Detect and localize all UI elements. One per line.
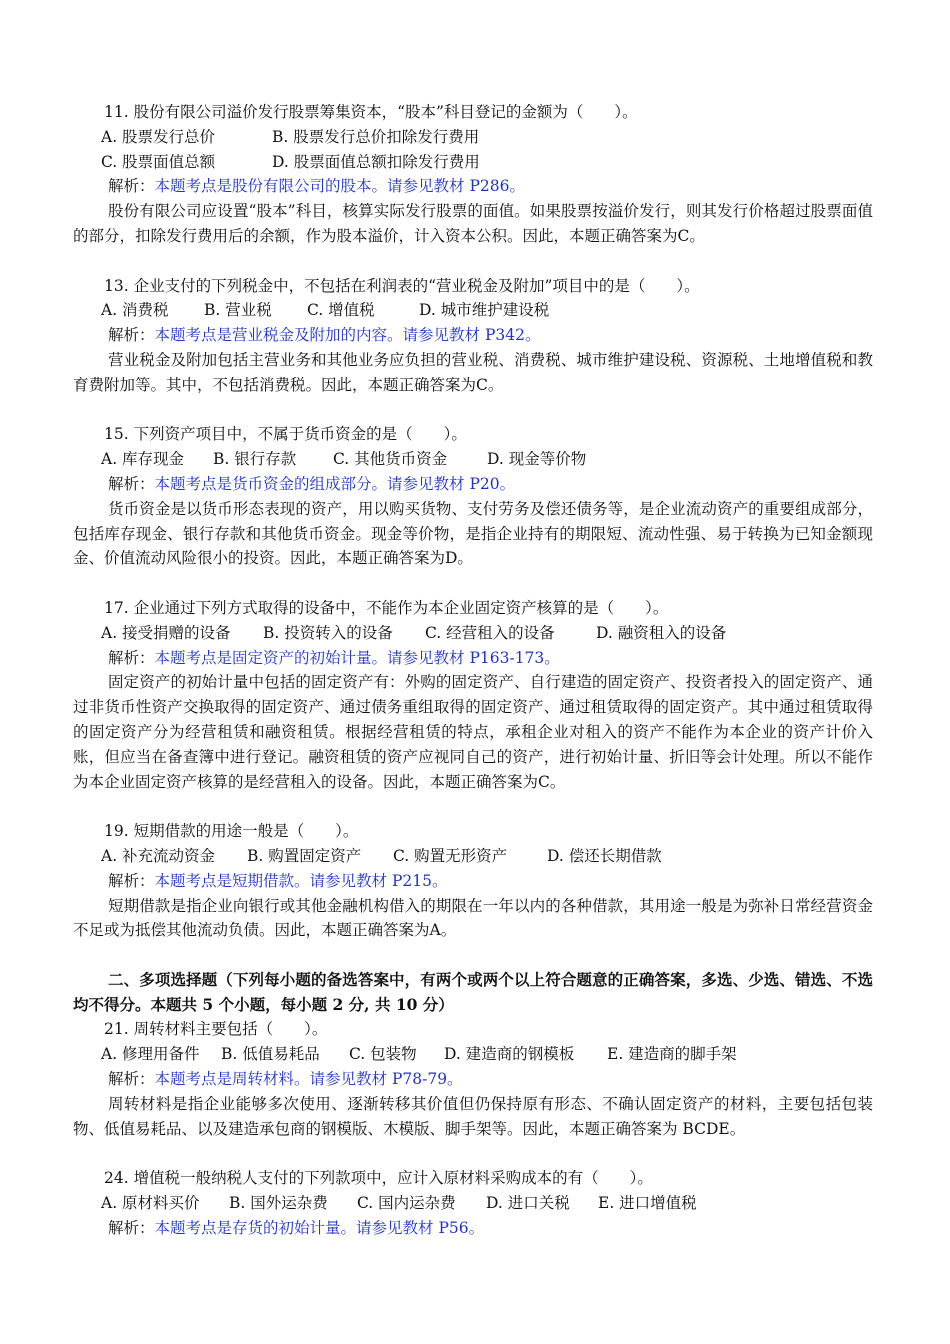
question-13 [73,274,873,398]
option-b: B. 低值易耗品 [221,1045,320,1064]
question-19 [73,819,873,943]
option-d: D. 城市维护建设税 [419,301,550,320]
options-row [73,844,873,869]
document-page [73,100,873,1241]
explanation: 货币资金是以货币形态表现的资产，用以购买货物、支付劳务及偿还债务等，是企业流动资产的重要组成部分，包括库存现金、银行存款和其他货币资金。现金等价物，是指企业持有的期限短、流动性强、易于转换为已知金额现金、价值流动风险很小的投资。因此，本题正确答案为D。 [73,499,873,568]
analysis-reference: 本题考点是货币资金的组成部分。请参见教材 P20。 [154,474,516,493]
analysis-reference: 本题考点是短期借款。请参见教材 P215。 [154,871,448,890]
option-c: C. 包装物 [349,1045,417,1064]
analysis-label: 解析： [108,326,155,345]
options-row [73,298,873,323]
option-a: A. 修理用备件 [101,1045,200,1064]
option-a: A. 接受捐赠的设备 [101,623,231,642]
question-11 [73,100,873,249]
analysis-label: 解析： [108,1218,155,1237]
option-a: A. 原材料买价 [101,1194,200,1213]
question-stem: 21. 周转材料主要包括（ ）。 [104,1020,328,1039]
analysis-reference: 本题考点是股份有限公司的股本。请参见教材 P286。 [154,177,525,196]
option-c: C. 购置无形资产 [393,846,508,865]
analysis-label: 解析： [108,648,155,667]
explanation: 周转材料是指企业能够多次使用、逐渐转移其价值但仍保持原有形态、不确认固定资产的材料，主要包括包装物、低值易耗品、以及建造承包商的钢模版、木模版、脚手架等。因此，本题正确答案为 BCDE。 [73,1094,873,1138]
question-stem: 19. 短期借款的用途一般是（ ）。 [104,822,359,841]
option-d: D. 建造商的钢模板 [444,1045,575,1064]
explanation: 股份有限公司应设置“股本”科目，核算实际发行股票的面值。如果股票按溢价发行，则其发行价格超过股票面值的部分，扣除发行费用后的余额，作为股本溢价，计入资本公积。因此，本题正确答案为C。 [73,202,873,245]
option-c: C. 其他货币资金 [333,450,448,469]
question-stem: 17. 企业通过下列方式取得的设备中，不能作为本企业固定资产核算的是（ ）。 [104,598,669,617]
analysis-line [73,472,873,497]
analysis-line [73,1067,873,1092]
option-c: C. 增值税 [307,301,375,320]
explanation: 营业税金及附加包括主营业务和其他业务应负担的营业税、消费税、城市维护建设税、资源税、土地增值税和教育费附加等。其中，不包括消费税。因此，本题正确答案为C。 [73,350,873,394]
options-row [73,125,873,150]
option-e: E. 建造商的脚手架 [607,1045,737,1064]
analysis-label: 解析： [108,474,155,493]
question-stem: 11. 股份有限公司溢价发行股票筹集资本，“股本”科目登记的金额为（ ）。 [104,103,638,121]
analysis-label: 解析： [108,1070,155,1089]
option-d: D. 股票面值总额扣除发行费用 [272,152,480,171]
question-21 [73,1017,873,1141]
option-b: B. 购置固定资产 [247,846,362,865]
options-row [73,150,873,175]
options-row [73,1042,873,1067]
analysis-reference: 本题考点是营业税金及附加的内容。请参见教材 P342。 [154,326,541,345]
analysis-label: 解析： [108,871,155,890]
option-d: D. 融资租入的设备 [596,623,727,642]
question-15 [73,422,873,571]
option-c: C. 经营租入的设备 [425,623,555,642]
analysis-line [73,869,873,894]
options-row [73,621,873,646]
option-d: D. 偿还长期借款 [547,846,662,865]
analysis-reference: 本题考点是周转材料。请参见教材 P78-79。 [154,1070,463,1089]
option-b: B. 国外运杂费 [229,1194,328,1213]
option-c: C. 股票面值总额 [101,152,216,171]
options-row [73,447,873,472]
option-c: C. 国内运杂费 [357,1194,456,1213]
analysis-line [73,323,873,348]
analysis-line [73,1216,873,1241]
section-heading: 二、多项选择题（下列每小题的备选答案中，有两个或两个以上符合题意的正确答案，多选、少选、错选、不选均不得分。本题共 5 个小题，每小题 2 分, 共 10 分） [73,969,873,1014]
option-a: A. 消费税 [101,301,169,320]
explanation: 固定资产的初始计量中包括的固定资产有：外购的固定资产、自行建造的固定资产、投资者投入的固定资产、通过非货币性资产交换取得的固定资产、通过债务重组取得的固定资产、通过租赁取得的固定资产。其中通过租赁取得的固定资产分为经营租赁和融资租赁。根据经营租赁的特点，承租企业对租入的资产不能作为本企业的资产计价入账，但应当在备查簿中进行登记。融资租赁的资产应视同自己的资产，进行初始计量、折旧等会计处理。所以不能作为本企业固定资产核算的是经营租入的设备。因此，本题正确答案为C。 [73,673,873,791]
option-d: D. 进口关税 [486,1194,570,1213]
analysis-line [73,174,873,199]
question-stem: 15. 下列资产项目中，不属于货币资金的是（ ）。 [104,425,467,444]
options-row [73,1191,873,1216]
question-stem: 24. 增值税一般纳税人支付的下列款项中，应计入原材料采购成本的有（ ）。 [104,1169,653,1188]
explanation: 短期借款是指企业向银行或其他金融机构借入的期限在一年以内的各种借款，其用途一般是为弥补日常经营资金不足或为抵偿其他流动负债。因此，本题正确答案为A。 [73,896,873,940]
option-a: A. 补充流动资金 [101,846,216,865]
analysis-line [73,646,873,671]
analysis-reference: 本题考点是存货的初始计量。请参见教材 P56。 [154,1218,485,1237]
option-b: B. 银行存款 [213,450,297,469]
analysis-reference: 本题考点是固定资产的初始计量。请参见教材 P163-173。 [154,648,560,667]
option-b: B. 营业税 [204,301,272,320]
option-b: B. 股票发行总价扣除发行费用 [272,127,480,146]
question-stem: 13. 企业支付的下列税金中，不包括在利润表的“营业税金及附加”项目中的是（ ）。 [104,276,700,295]
option-b: B. 投资转入的设备 [263,623,393,642]
option-e: E. 进口增值税 [598,1194,697,1213]
question-17 [73,596,873,794]
analysis-label: 解析： [108,177,155,196]
option-d: D. 现金等价物 [487,450,587,469]
option-a: A. 库存现金 [101,450,185,469]
question-24 [73,1166,873,1240]
option-a: A. 股票发行总价 [101,127,216,146]
